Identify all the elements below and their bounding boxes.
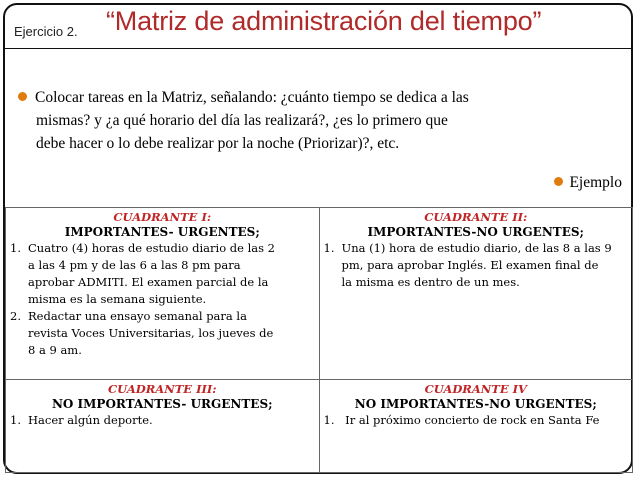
header-divider <box>5 48 633 49</box>
list-item: 1. Hacer algún deporte. <box>10 413 153 427</box>
quadrant-subtitle: IMPORTANTES- URGENTES; <box>64 225 260 239</box>
slide-header <box>0 0 638 48</box>
task-list <box>320 412 633 429</box>
bullet-icon <box>554 177 563 186</box>
quadrant-subtitle: IMPORTANTES-NO URGENTES; <box>367 225 584 239</box>
example-label: Ejemplo <box>569 174 622 191</box>
quadrant-4 <box>319 380 633 473</box>
instructions-block <box>18 86 618 155</box>
list-item: 2. Redactar una ensayo semanal para la revista Voces Universitarias, los jueves de 8 a 9 am. <box>10 309 274 357</box>
quadrant-subtitle: NO IMPORTANTES- URGENTES; <box>51 397 273 411</box>
quadrant-subtitle: NO IMPORTANTES-NO URGENTES; <box>354 397 597 411</box>
exercise-label: Ejercicio 2. <box>14 24 78 39</box>
task-list <box>6 240 319 359</box>
quadrant-title: CUADRANTE IV <box>424 382 527 396</box>
quadrant-title: CUADRANTE III: <box>108 382 217 396</box>
example-bullet <box>554 174 622 192</box>
quadrant-1 <box>6 208 320 380</box>
list-item: 1. Ir al próximo concierto de rock en Santa Fe <box>323 413 600 427</box>
quadrant-title: CUADRANTE II: <box>424 210 528 224</box>
instruction-line-1: Colocar tareas en la Matriz, señalando: ¿cuánto tiempo se dedica a las <box>18 86 618 109</box>
task-list <box>320 240 633 291</box>
instruction-line-3: debe hacer o lo debe realizar por la noche (Priorizar)?, etc. <box>36 135 400 152</box>
time-management-matrix <box>5 207 633 473</box>
quadrant-title: CUADRANTE I: <box>113 210 212 224</box>
quadrant-2 <box>319 208 633 380</box>
bullet-icon <box>18 92 27 101</box>
list-item: 1. Una (1) hora de estudio diario, de las 8 a las 9 pm, para aprobar Inglés. El examen final de la misma es dentro de un mes. <box>323 241 612 289</box>
instruction-line-2: mismas? y ¿a qué horario del día las realizará?, ¿es lo primero que <box>36 112 448 129</box>
slide-title: “Matriz de administración del tiempo” <box>106 6 542 36</box>
task-list <box>6 412 319 429</box>
quadrant-3 <box>6 380 320 473</box>
list-item: 1. Cuatro (4) horas de estudio diario de las 2 a las 4 pm y de las 6 a las 8 pm para aprobar ADMITI. El examen parcial de la misma es la semana siguiente. <box>10 241 276 306</box>
